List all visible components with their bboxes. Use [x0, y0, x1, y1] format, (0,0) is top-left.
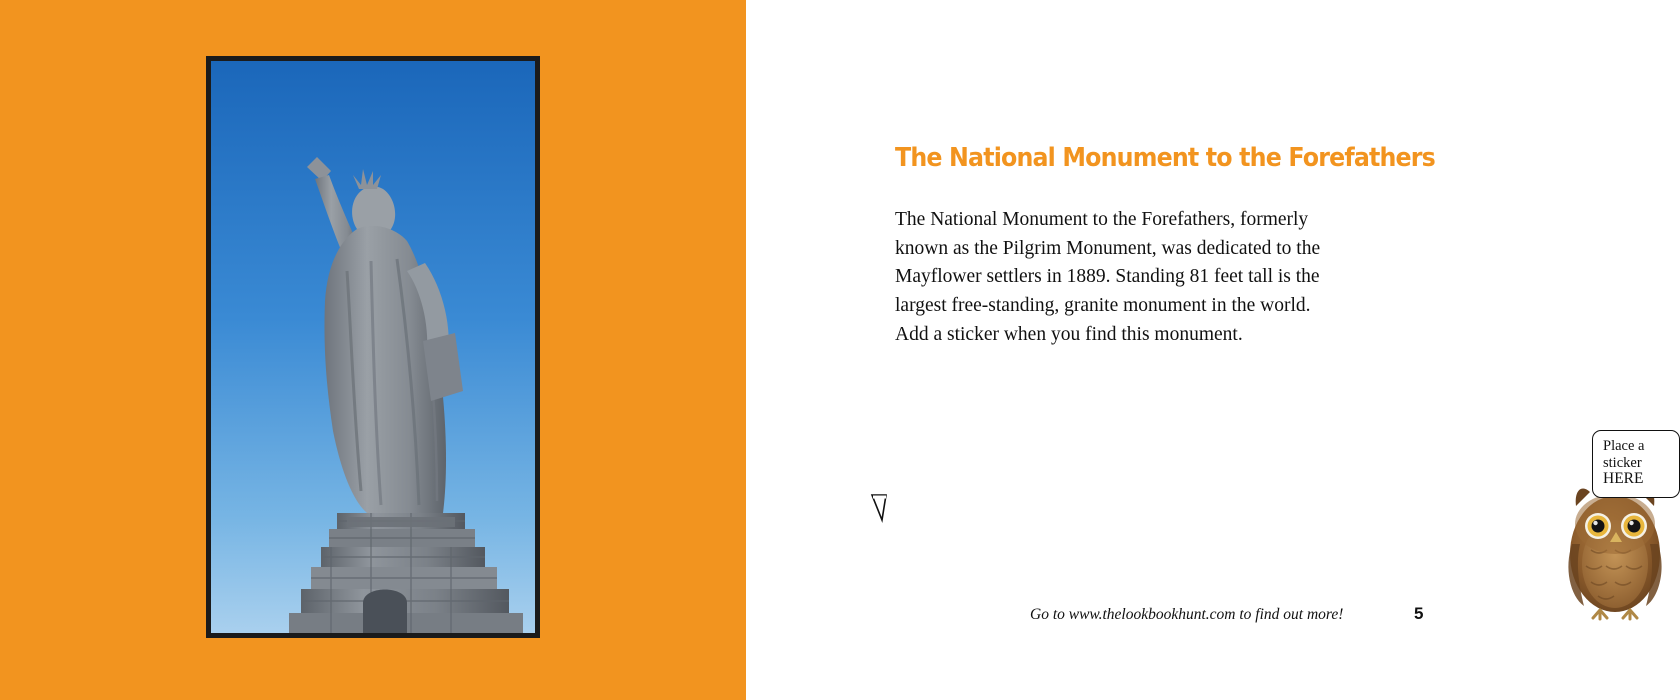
body-paragraph: The National Monument to the Forefathers, formerly known as the Pilgrim Monument, was dedicated to the Mayflower settlers in 1889. Standing 81 feet tall is the largest free-standing, granite monument in the world. Add a sticker when you find this monument.	[895, 209, 1321, 345]
left-page	[0, 0, 746, 700]
bubble-line-2: sticker	[1603, 454, 1642, 471]
bubble-tail-icon	[746, 0, 1492, 700]
right-page	[746, 0, 1645, 700]
photo-frame	[206, 56, 540, 638]
statue-illustration	[211, 61, 535, 633]
bubble-line-3: HERE	[1603, 470, 1644, 487]
footer-url-text: Go to www.thelookbookhunt.com to find out more!	[1030, 606, 1344, 623]
monument-photo	[211, 61, 535, 633]
page-title: The National Monument to the Forefathers	[895, 143, 1435, 173]
bubble-line-1: Place a	[1603, 438, 1645, 454]
page-number: 5	[1414, 604, 1424, 623]
sticker-speech-bubble	[1592, 430, 1680, 498]
